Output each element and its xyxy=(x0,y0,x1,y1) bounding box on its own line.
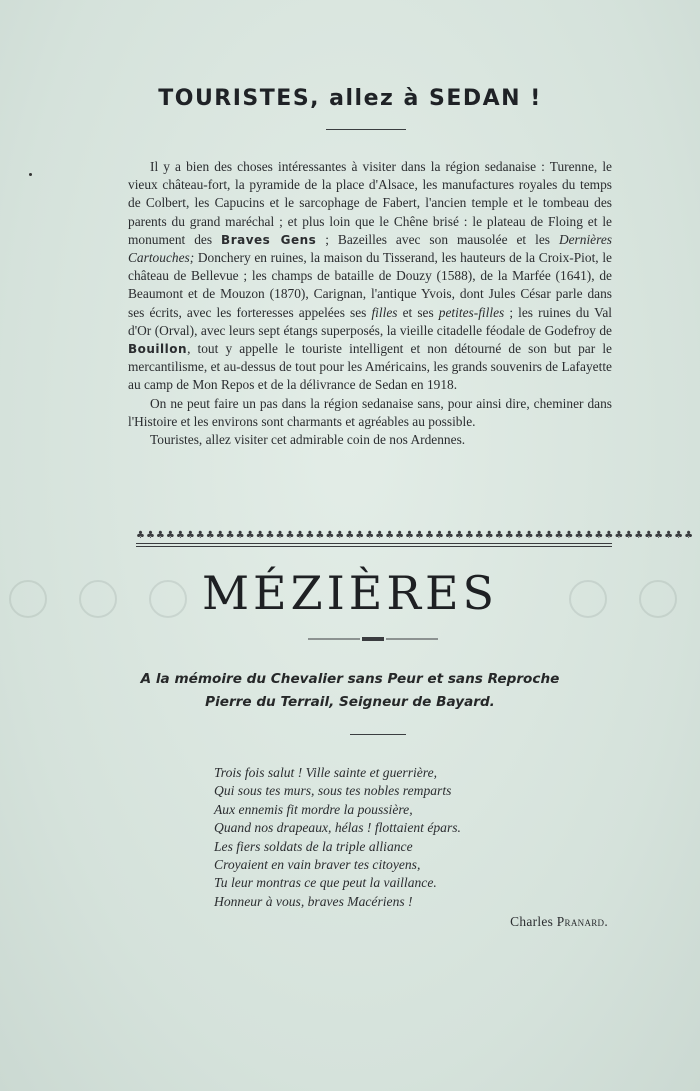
author-last-name: Pranard. xyxy=(556,914,608,929)
dedication-underline xyxy=(350,734,406,735)
section-title-divider xyxy=(308,636,438,642)
poem-line: Aux ennemis fit mordre la poussière, xyxy=(214,801,413,817)
paragraph-1-part-e: ; les ruines du Val d'Or (Orval), avec leurs sept étangs superposés, la vieille citadelle féodale de Godefroy de xyxy=(128,304,613,338)
paragraph-2: On ne peut faire un pas dans la région sedanaise sans, pour ainsi dire, cheminer dans l'Histoire et les environs sont charmants et agréables au possible. xyxy=(128,395,612,429)
author-first-name: Charles xyxy=(510,914,554,929)
ornament-rule-top xyxy=(136,543,612,544)
poem-line: Quand nos drapeaux, hélas ! flottaient épars. xyxy=(214,820,461,836)
dedication-line-1: A la mémoire du Chevalier sans Peur et sans Reproche xyxy=(140,671,560,687)
paragraph-1-part-f: , tout y appelle le touriste intelligent et non détourné de son but par le mercantilisme, et au-dessus de tout pour les Américains, les grands souvenirs de Lafayette au camp de Mon Repos et de la délivrance de Sedan en 1918. xyxy=(128,341,612,393)
ornament-rule-bottom xyxy=(136,546,612,547)
author-signature xyxy=(510,914,608,930)
dedication-line-2: Pierre du Terrail, Seigneur de Bayard. xyxy=(205,694,495,710)
poem-line: Les fiers soldats de la triple alliance xyxy=(214,838,413,854)
paragraph-3: Touristes, allez visiter cet admirable coin de nos Ardennes. xyxy=(150,432,466,448)
dernieres-cartouches-italic: Dernières Cartouches; xyxy=(128,231,612,266)
title-underline xyxy=(326,129,406,130)
page-title: TOURISTES, allez à SEDAN ! xyxy=(158,86,542,111)
filles-italic: filles xyxy=(371,304,398,320)
paragraph-1-part-c: Donchery en ruines, la maison du Tisserand, les hauteurs de la Croix-Piot, le château de Bellevue ; les champs de bataille de Douzy (1588), de la Marfée (1641), de Beaumont et de Mouzon (1870), Carignan, l'antique Yvois, dont Jules César parle dans ses écrits, avec les forteresses appelées ses xyxy=(128,250,612,320)
poem-line: Honneur à vous, braves Macériens ! xyxy=(214,893,413,909)
braves-gens-bold: Braves Gens xyxy=(221,232,317,247)
poem-line: Qui sous tes murs, sous tes nobles remparts xyxy=(214,783,452,799)
ink-speck xyxy=(29,173,32,176)
ornamental-border xyxy=(136,530,695,552)
bouillon-bold: Bouillon xyxy=(128,342,188,357)
section-title: MÉZIÈRES xyxy=(201,566,499,620)
poem-line: Trois fois salut ! Ville sainte et guerrière, xyxy=(214,765,438,780)
petites-filles-italic: petites-filles xyxy=(438,304,505,320)
paragraph-1-part-d: et ses xyxy=(397,304,439,320)
paragraph-1-part-b: ; Bazeilles avec son mausolée et les xyxy=(316,231,559,247)
poem-line: Croyaient en vain braver tes citoyens, xyxy=(214,857,421,873)
paragraph-1-part-a: Il y a bien des choses intéressantes à visiter dans la région sedanaise : Turenne, le vieux château-fort, la pyramide de la place d'Alsace, les manufactures royales du temps de Colbert, les Capucins et le sarcophage de Fabert, l'ancien temple et le tombeau des parents du grand maréchal ; et plus loin que le Chêne brisé : le plateau de Floing et le monument des xyxy=(128,159,612,247)
poem xyxy=(214,764,461,911)
paragraph-1 xyxy=(128,158,612,395)
dedication xyxy=(0,668,700,714)
poem-line: Tu leur montras ce que peut la vaillance. xyxy=(214,875,437,891)
ornament-glyphs: ♣♣♣♣♣♣♣♣♣♣♣♣♣♣♣♣♣♣♣♣♣♣♣♣♣♣♣♣♣♣♣♣♣♣♣♣♣♣♣♣♣♣♣♣♣♣♣♣♣♣♣♣♣♣♣♣ xyxy=(136,530,695,541)
tourism-text xyxy=(128,158,612,449)
